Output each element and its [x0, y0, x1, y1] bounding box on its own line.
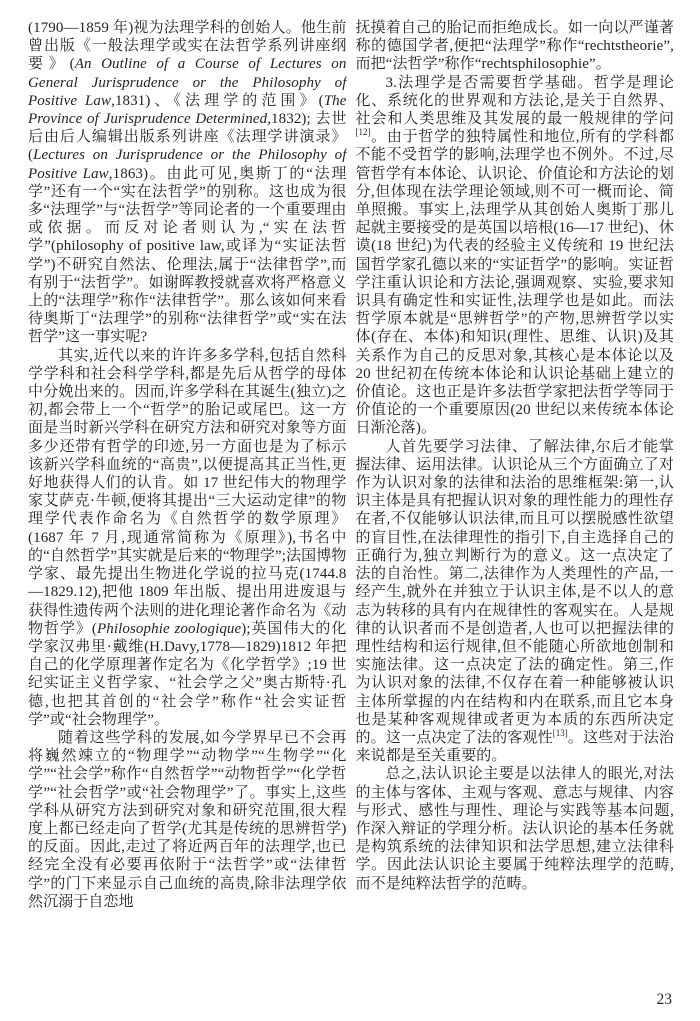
- text-run: 其实,近代以来的许许多多学科,包括自然科学学科和社会科学学科,都是先后从哲学的母体中分娩出来的。因而,许多学科在其诞生(独立)之初,都会带上一个“哲学”的胎记或尾巴。这一方面是当时新兴学科在研究方法和研究对象等方面多少还带有哲学的印迹,另一方面也是为了标示该新兴学科血统的“高贵”,以便提高其正当性,更好地获得人们的认肯。如 17 世纪伟大的物理学家艾萨克·牛顿,便将其提出“三大运动定律”的物理学代表作命名为《自然哲学的数学原理》(1687 年 7 月,现通常简称为《原理》),书名中的“自然哲学”其实就是后来的“物理学”;法国博物学家、最先提出生物进化学说的拉马克(1744.8—1829.12),把他 1809 年出版、提出用进废退与获得性遗传两个法则的进化理论著作命名为《动物哲学》(: [28, 347, 347, 637]
- left-column: [28, 19, 347, 987]
- text-run: 总之,法认识论主要是以法律人的眼光,对法的主体与客体、主观与客观、意志与规律、内容与形式、感性与理性、理论与实践等基本问题,作深入辩证的学理分析。法认识论的基本任务就是构筑系统的法律知识和法学思想,建立法律科学。因此法认识论主要属于纯粹法理学的范畴,而不是纯粹法哲学的范畴。: [355, 766, 674, 892]
- paragraph: [356, 19, 675, 74]
- page-number: 23: [656, 991, 672, 1008]
- latin-title-run: Philosophie zoologique: [96, 620, 242, 637]
- paragraph: [356, 765, 675, 892]
- text-run: 。由于哲学的独特属性和地位,所有的学科都不能不受哲学的影响,法理学也不例外。不过,尽管哲学有本体论、认识论、价值论和方法论的划分,但体现在法学理论领域,则不可一概而论、简单照搬。事实上,法理学从其创始人奥斯丁那儿起就主要接受的是英国以培根(16—17 世纪)、休谟(18 世纪)为代表的经验主义传统和 19 世纪法国哲学家孔德以来的“实证哲学”的影响。实证哲学注重认识论和方法论,强调观察、实验,要求知识具有确定性和实证性,法理学也是如此。而法哲学原本就是“思辨哲学”的产物,思辨哲学以实体(存在、本体)和知识(理性、思维、认识)及其关系作为自己的反思对象,其核心是本体论以及 20 世纪初在传统本体论和认识论基础上建立的价值论。这也正是许多法哲学家把法哲学等同于价值论的一个重要原因(20 世纪以来传统本体论日渐沦落)。: [355, 129, 674, 437]
- text-run: (1790—1859 年)视为法理学科的创始人。他生前曾出版《一般法理学或实在法哲学系列讲座纲要》(: [28, 20, 347, 73]
- paragraph: [28, 19, 347, 347]
- text-run: 随着这些学科的发展,如今学界早已不会再将巍然竦立的“物理学”“动物学”“生物学”“化学”“社会学”称作“自然哲学”“动物哲学”“化学哲学”“社会哲学”或“社会物理学”了。事实上,这些学科从研究方法到研究对象和研究范围,很大程度上都已经走向了哲学(尤其是传统的思辨哲学)的反面。因此,走过了将近两百年的法理学,也已经完全没有必要再依附于“法哲学”或“法律哲学”的门下来显示自己血统的高贵,除非法理学依然沉溺于自恋地: [28, 729, 347, 910]
- text-run: 抚摸着自己的胎记而拒绝成长。如一向以严谨著称的德国学者,便把“法理学”称作“rechtstheorie”,而把“法哲学”称作“rechtsphilosophie”。: [355, 20, 674, 73]
- text-run: ,1832); 去世后由后人编辑出版系列讲座《法理学讲演录》(: [28, 111, 347, 164]
- latin-title-run: Lectures on Jurisprudence or the Philosophy of Positive Law: [28, 147, 347, 182]
- text-run: ,1831)、《法理学的范围》(: [111, 92, 324, 109]
- right-column: [356, 19, 675, 987]
- text-run: );英国伟大的化学家汉弗里·戴维(H.Davy,1778—1829)1812 年把自己的化学原理著作定名为《化学哲学》;19 世纪实证主义哲学家、“社会学之父”奥古斯特·孔德,也把其首创的“社会学”称作“社会实证哲学”或“社会物理学”。: [28, 620, 347, 728]
- paragraph: [356, 438, 675, 766]
- paragraph: [28, 729, 347, 911]
- latin-title-run: An Outline of a Course of Lectures on General Jurisprudence or the Philosophy of Positive Law: [28, 56, 347, 109]
- paragraph: [356, 74, 675, 438]
- text-run: 人首先要学习法律、了解法律,尔后才能掌握法律、运用法律。认识论从三个方面确立了对作为认识对象的法律和法治的思维框架:第一,认识主体是具有把握认识对象的理性能力的理性存在者,不仅能够认识法律,而且可以摆脱感性欲望的盲目性,在法律理性的指引下,自主选择自己的正确行为,独立判断行为的意义。这一点决定了法的自治性。第二,法律作为人类理性的产品,一经产生,就外在并独立于认识主体,是不以人的意志为转移的具有内在规律性的客观实在。人是规律的认识者而不是创造者,人也可以把握法律的理性结构和运行规律,但不能随心所欲地创制和实施法律。这一点决定了法的确定性。第三,作为认识对象的法律,不仅存在着一种能够被认识主体所掌握的内在结构和内在联系,而且它本身也是某种客观规律或者更为本质的东西所决定的。这一点决定了法的客观性: [355, 438, 674, 746]
- paragraph: [28, 347, 347, 729]
- text-run: ,1863)。由此可见,奥斯丁的“法理学”还有一个“实在法哲学”的别称。这也成为很多“法理学”与“法哲学”等同论者的一个重要理由或依据。而反对论者则认为,“实在法哲学”(philosophy of positive law,或译为“实证法哲学”)不研究自然法、伦理法,属于“法律哲学”,而有别于“法哲学”。如谢晖教授就喜欢将严格意义上的“法理学”称作“法律哲学”。那么该如何来看待奥斯丁“法理学”的别称“法律哲学”或“实在法哲学”这一事实呢?: [28, 165, 347, 346]
- footnote-marker: [13]: [552, 727, 568, 738]
- text-run: 。这些对于法治来说都是至关重要的。: [355, 729, 674, 765]
- text-run: 3.法理学是否需要哲学基础。哲学是理论化、系统化的世界观和方法论,是关于自然界、社会和人类思维及其发展的最一般规律的学问: [355, 74, 674, 128]
- footnote-marker: [12]: [355, 127, 371, 138]
- latin-title-run: The Province of Jurisprudence Determined: [28, 92, 347, 128]
